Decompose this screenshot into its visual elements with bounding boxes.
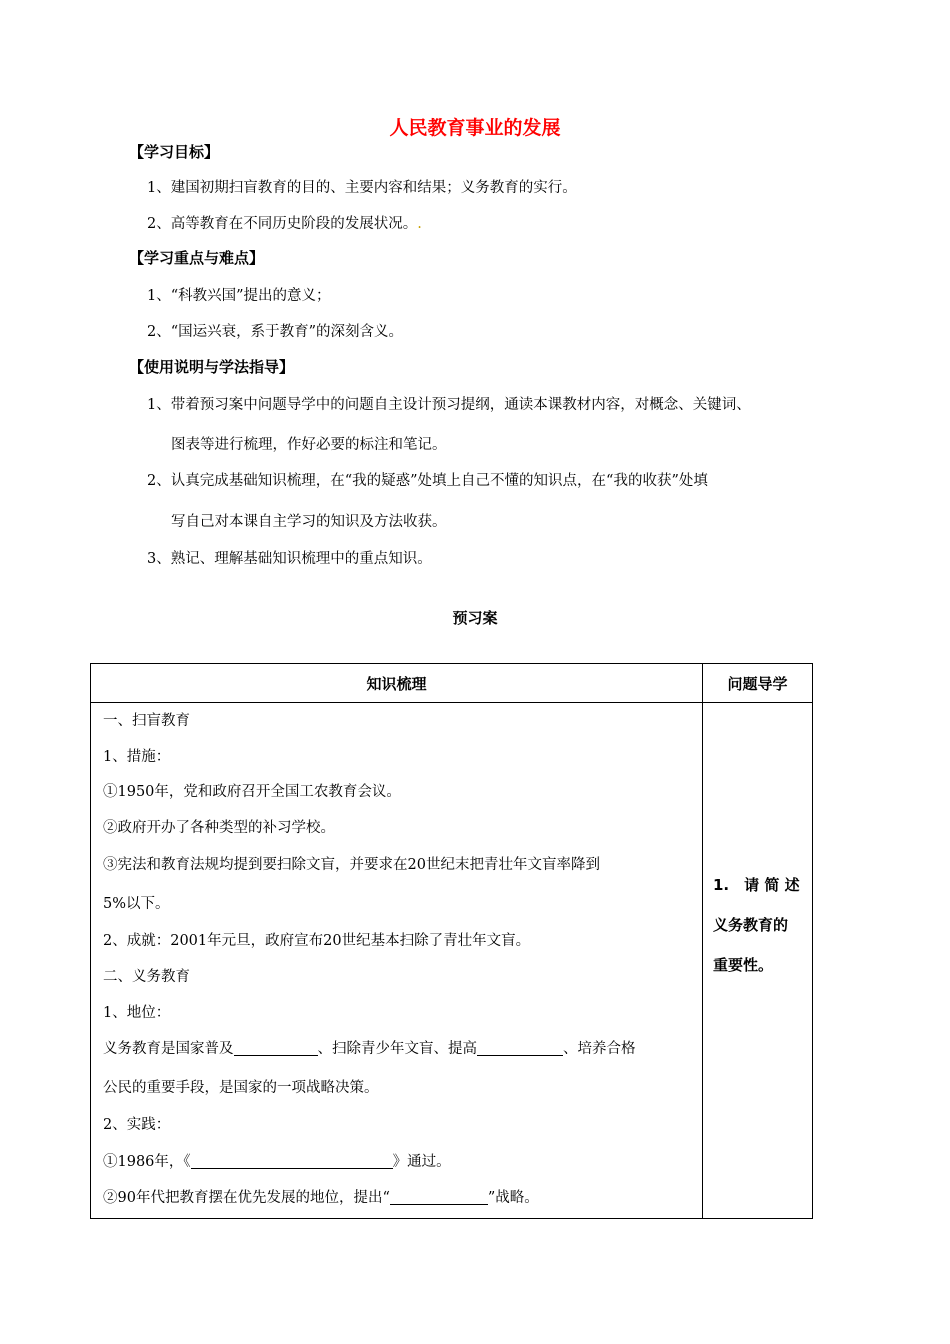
text-fragment: 、扫除青少年文盲、提高 <box>317 1041 477 1057</box>
fill-blank[interactable] <box>191 1154 393 1170</box>
instructions-item-2: 2、认真完成基础知识梳理，在“我的疑惑”处填上自己不懂的知识点，在“我的收获”处填 <box>147 473 708 489</box>
instructions-item-2-cont: 写自己对本课自主学习的知识及方法收获。 <box>171 514 447 530</box>
fill-blank[interactable] <box>234 1041 318 1057</box>
knowledge-line: 一、扫盲教育 <box>103 713 190 729</box>
knowledge-line: 2、实践： <box>103 1117 171 1133</box>
text-fragment: 》通过。 <box>392 1154 451 1170</box>
knowledge-line: 公民的重要手段，是国家的一项战略决策。 <box>103 1080 379 1096</box>
knowledge-line: 二、义务教育 <box>103 969 190 985</box>
instructions-item-1: 1、带着预习案中问题导学中的问题自主设计预习提纲，通读本课教材内容，对概念、关键词、 <box>147 397 751 413</box>
key-points-item-1: 1、“科教兴国”提出的意义； <box>147 288 331 304</box>
fill-blank[interactable] <box>390 1190 488 1206</box>
preview-heading: 预习案 <box>452 609 498 627</box>
goals-item-2 <box>147 212 422 233</box>
goals-heading: 【学习目标】 <box>129 143 220 161</box>
text-fragment: ①1986年，《 <box>103 1154 191 1170</box>
question-line: 义务教育的 <box>713 916 789 934</box>
decorative-mark: . <box>417 216 422 232</box>
fill-blank[interactable] <box>477 1041 563 1057</box>
col-header-questions: 问题导学 <box>703 664 813 703</box>
instructions-item-3: 3、熟记、理解基础知识梳理中的重点知识。 <box>147 551 432 567</box>
knowledge-table <box>90 663 813 1219</box>
knowledge-line-with-blanks <box>103 1186 539 1207</box>
document-title: 人民教育事业的发展 <box>389 117 561 139</box>
question-cell <box>703 703 813 1219</box>
text-fragment: 、培养合格 <box>563 1041 636 1057</box>
knowledge-line-with-blanks <box>103 1037 636 1058</box>
knowledge-line: ②政府开办了各种类型的补习学校。 <box>103 820 335 836</box>
key-points-item-2: 2、“国运兴衰，系于教育”的深刻含义。 <box>147 324 404 340</box>
instructions-item-1-cont: 图表等进行梳理，作好必要的标注和笔记。 <box>171 437 447 453</box>
text-fragment: 义务教育是国家普及 <box>103 1041 234 1057</box>
knowledge-line: 2、成就：2001年元旦，政府宣布20世纪基本扫除了青壮年文盲。 <box>103 933 531 949</box>
key-points-heading: 【学习重点与难点】 <box>129 249 265 267</box>
knowledge-cell <box>91 703 703 1219</box>
text-fragment: ②90年代把教育摆在优先发展的地位，提出“ <box>103 1190 390 1206</box>
question-line: 1. 请 简 述 <box>713 876 800 894</box>
knowledge-line: 1、地位： <box>103 1005 171 1021</box>
col-header-knowledge: 知识梳理 <box>91 664 703 703</box>
goals-item-1: 1、建国初期扫盲教育的目的、主要内容和结果；义务教育的实行。 <box>147 180 577 196</box>
question-line: 重要性。 <box>713 956 774 974</box>
instructions-heading: 【使用说明与学法指导】 <box>129 358 295 376</box>
goals-item-2-text: 2、高等教育在不同历史阶段的发展状况。 <box>147 216 418 232</box>
knowledge-line-with-blanks <box>103 1150 451 1171</box>
knowledge-line: 1、措施： <box>103 749 171 765</box>
knowledge-line: ③宪法和教育法规均提到要扫除文盲，并要求在20世纪末把青壮年文盲率降到 <box>103 857 600 873</box>
knowledge-line: ①1950年，党和政府召开全国工农教育会议。 <box>103 784 401 800</box>
knowledge-line: 5%以下。 <box>103 896 170 912</box>
text-fragment: ”战略。 <box>487 1190 539 1206</box>
